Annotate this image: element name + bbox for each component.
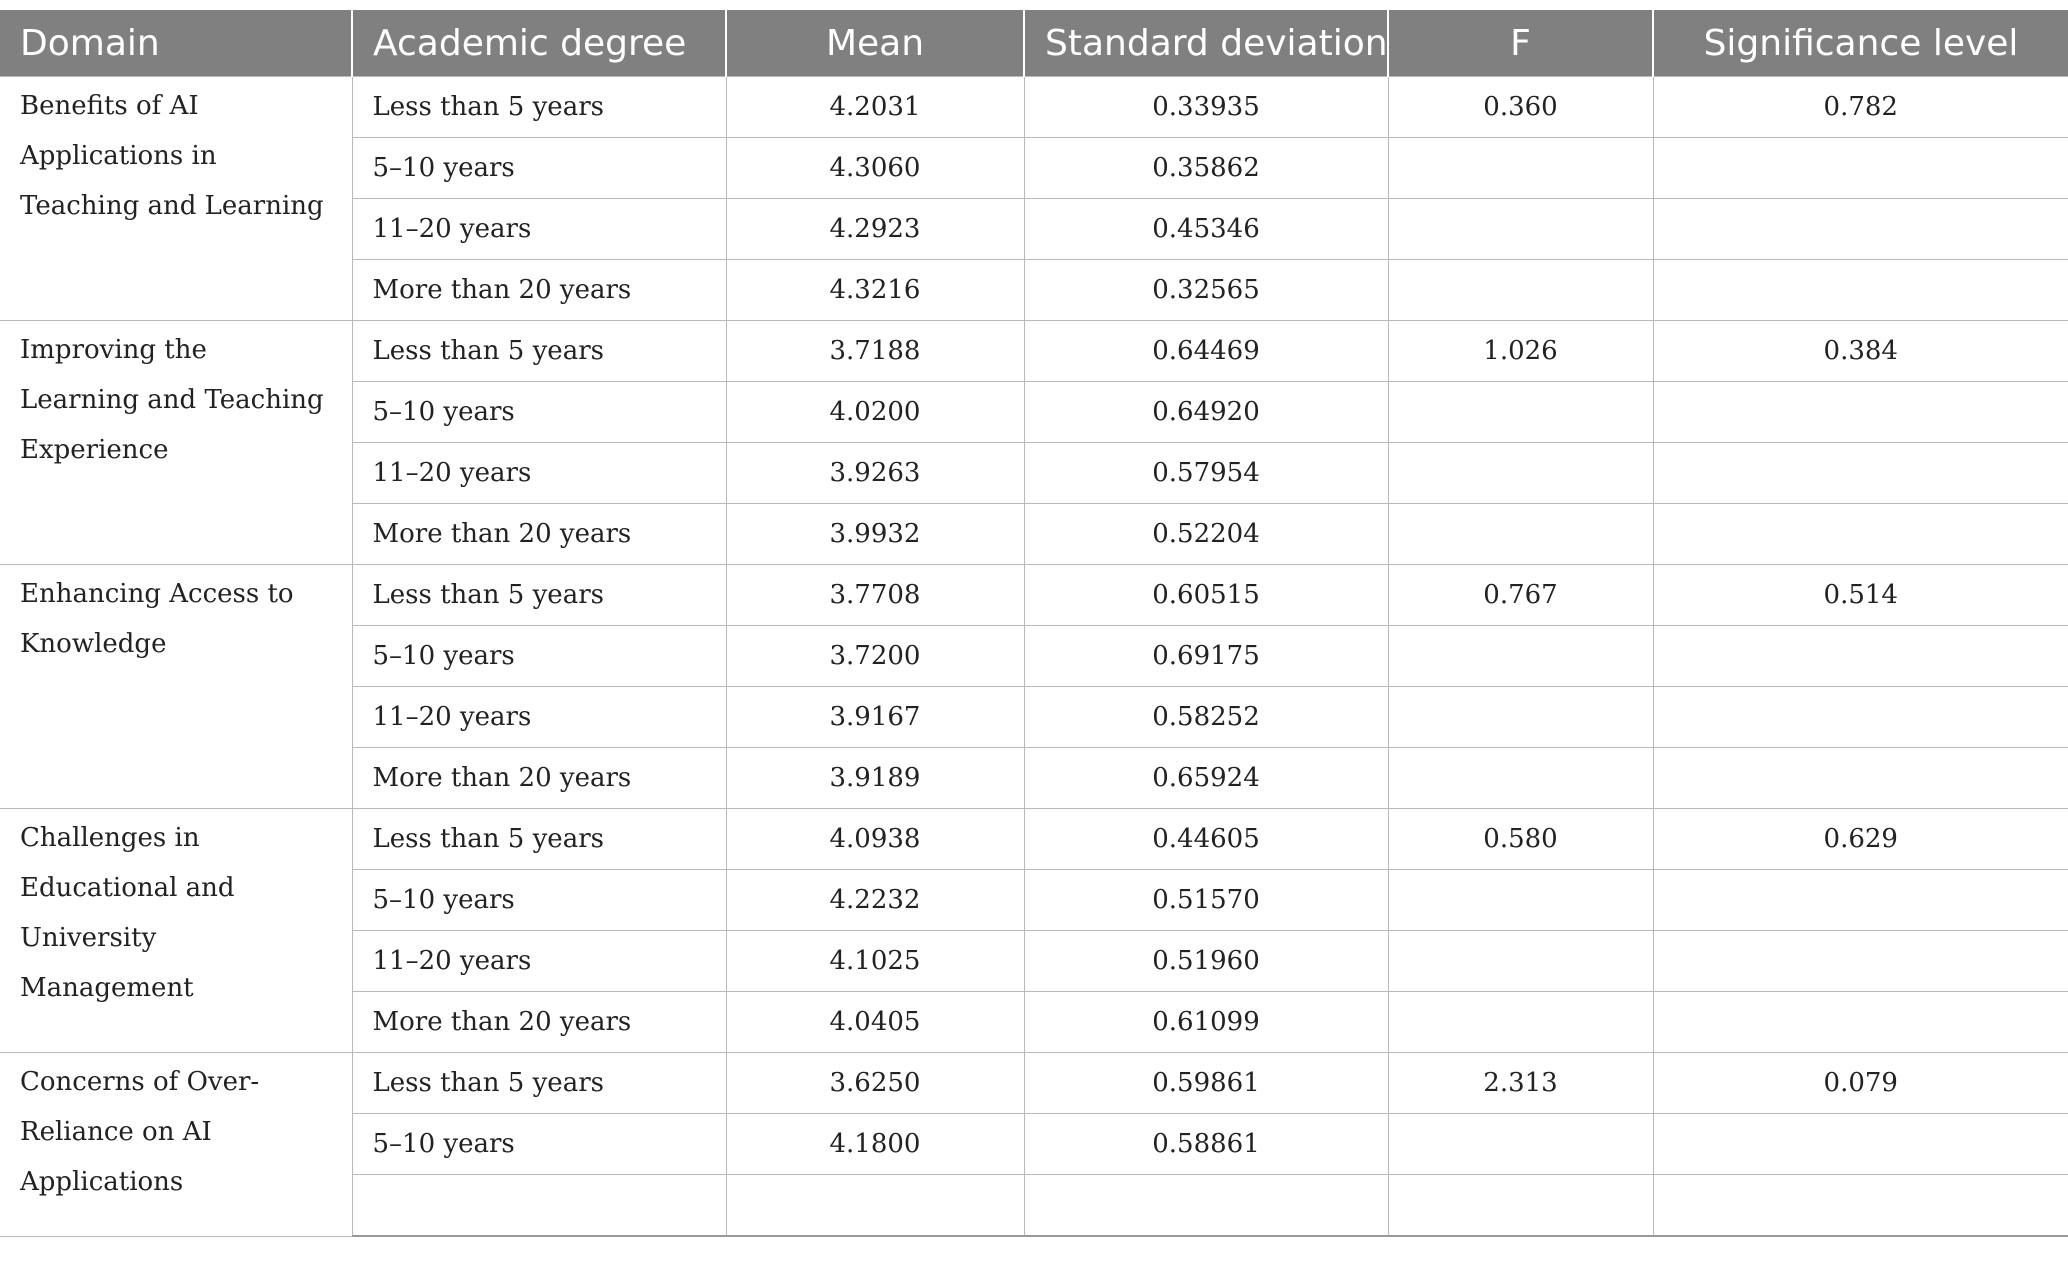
- mean-cell: 3.9189: [726, 748, 1024, 809]
- significance-level-cell-empty: [1653, 870, 2068, 931]
- f-cell: 0.767: [1388, 565, 1653, 626]
- table-row: [0, 321, 2068, 382]
- f-cell: 2.313: [1388, 1053, 1653, 1114]
- f-cell-empty: [1388, 687, 1653, 748]
- domain-cell: Improving the Learning and Teaching Experience: [0, 321, 352, 565]
- academic-degree-cell: 11–20 years: [352, 687, 726, 748]
- significance-level-cell: 0.514: [1653, 565, 2068, 626]
- domain-cell: Enhancing Access to Knowledge: [0, 565, 352, 809]
- domain-cell: Benefits of AI Applications in Teaching and Learning: [0, 77, 352, 321]
- f-cell-empty: [1388, 992, 1653, 1053]
- significance-level-cell-empty: [1653, 199, 2068, 260]
- standard-deviation-cell: 0.44605: [1024, 809, 1388, 870]
- mean-cell: 3.9263: [726, 443, 1024, 504]
- f-cell-empty: [1388, 443, 1653, 504]
- domain-cell: Concerns of Over-Reliance on AI Applications: [0, 1053, 352, 1237]
- mean-cell: 3.9932: [726, 504, 1024, 565]
- header-standard-deviation: Standard deviation: [1024, 10, 1388, 77]
- standard-deviation-cell: 0.45346: [1024, 199, 1388, 260]
- significance-level-cell-empty: [1653, 1114, 2068, 1175]
- academic-degree-cell: 5–10 years: [352, 1114, 726, 1175]
- standard-deviation-cell: 0.64920: [1024, 382, 1388, 443]
- f-cell-empty: [1388, 138, 1653, 199]
- f-cell-empty: [1388, 504, 1653, 565]
- academic-degree-cell: Less than 5 years: [352, 77, 726, 138]
- academic-degree-cell: Less than 5 years: [352, 565, 726, 626]
- academic-degree-cell: [352, 1175, 726, 1237]
- academic-degree-cell: 11–20 years: [352, 931, 726, 992]
- significance-level-cell-empty: [1653, 504, 2068, 565]
- standard-deviation-cell: 0.52204: [1024, 504, 1388, 565]
- table-header: [0, 10, 2068, 77]
- significance-level-cell: 0.079: [1653, 1053, 2068, 1114]
- table-row: [0, 565, 2068, 626]
- header-mean: Mean: [726, 10, 1024, 77]
- academic-degree-cell: More than 20 years: [352, 748, 726, 809]
- f-cell: 0.580: [1388, 809, 1653, 870]
- mean-cell: 3.7200: [726, 626, 1024, 687]
- significance-level-cell: 0.384: [1653, 321, 2068, 382]
- academic-degree-cell: Less than 5 years: [352, 321, 726, 382]
- f-cell-empty: [1388, 1175, 1653, 1237]
- mean-cell: [726, 1175, 1024, 1237]
- standard-deviation-cell: 0.58861: [1024, 1114, 1388, 1175]
- mean-cell: 4.2923: [726, 199, 1024, 260]
- significance-level-cell-empty: [1653, 931, 2068, 992]
- significance-level-cell-empty: [1653, 382, 2068, 443]
- table-row: [0, 77, 2068, 138]
- academic-degree-cell: More than 20 years: [352, 504, 726, 565]
- mean-cell: 3.6250: [726, 1053, 1024, 1114]
- header-domain: Domain: [0, 10, 352, 77]
- significance-level-cell-empty: [1653, 1175, 2068, 1237]
- significance-level-cell-empty: [1653, 443, 2068, 504]
- f-cell-empty: [1388, 1114, 1653, 1175]
- header-academic-degree: Academic degree: [352, 10, 726, 77]
- f-cell-empty: [1388, 870, 1653, 931]
- table-row: [0, 1053, 2068, 1114]
- f-cell-empty: [1388, 382, 1653, 443]
- table-row: [0, 809, 2068, 870]
- academic-degree-cell: Less than 5 years: [352, 809, 726, 870]
- standard-deviation-cell: 0.51570: [1024, 870, 1388, 931]
- domain-cell: Challenges in Educational and University Management: [0, 809, 352, 1053]
- significance-level-cell-empty: [1653, 626, 2068, 687]
- mean-cell: 4.3216: [726, 260, 1024, 321]
- mean-cell: 3.7708: [726, 565, 1024, 626]
- academic-degree-cell: 11–20 years: [352, 443, 726, 504]
- f-cell: 1.026: [1388, 321, 1653, 382]
- results-table: [0, 10, 2068, 1237]
- f-cell-empty: [1388, 748, 1653, 809]
- mean-cell: 4.0938: [726, 809, 1024, 870]
- f-cell-empty: [1388, 199, 1653, 260]
- academic-degree-cell: More than 20 years: [352, 260, 726, 321]
- academic-degree-cell: More than 20 years: [352, 992, 726, 1053]
- f-cell-empty: [1388, 260, 1653, 321]
- mean-cell: 3.9167: [726, 687, 1024, 748]
- academic-degree-cell: 5–10 years: [352, 870, 726, 931]
- academic-degree-cell: 5–10 years: [352, 382, 726, 443]
- standard-deviation-cell: 0.32565: [1024, 260, 1388, 321]
- significance-level-cell-empty: [1653, 687, 2068, 748]
- header-f: F: [1388, 10, 1653, 77]
- f-cell-empty: [1388, 626, 1653, 687]
- mean-cell: 4.2232: [726, 870, 1024, 931]
- mean-cell: 4.1025: [726, 931, 1024, 992]
- header-row: [0, 10, 2068, 77]
- standard-deviation-cell: 0.60515: [1024, 565, 1388, 626]
- standard-deviation-cell: 0.57954: [1024, 443, 1388, 504]
- academic-degree-cell: 5–10 years: [352, 138, 726, 199]
- academic-degree-cell: 5–10 years: [352, 626, 726, 687]
- academic-degree-cell: Less than 5 years: [352, 1053, 726, 1114]
- standard-deviation-cell: 0.69175: [1024, 626, 1388, 687]
- significance-level-cell-empty: [1653, 748, 2068, 809]
- mean-cell: 4.0405: [726, 992, 1024, 1053]
- mean-cell: 4.1800: [726, 1114, 1024, 1175]
- table-body: [0, 77, 2068, 1237]
- significance-level-cell: 0.629: [1653, 809, 2068, 870]
- significance-level-cell-empty: [1653, 992, 2068, 1053]
- standard-deviation-cell: [1024, 1175, 1388, 1237]
- standard-deviation-cell: 0.61099: [1024, 992, 1388, 1053]
- standard-deviation-cell: 0.65924: [1024, 748, 1388, 809]
- mean-cell: 4.3060: [726, 138, 1024, 199]
- f-cell-empty: [1388, 931, 1653, 992]
- standard-deviation-cell: 0.58252: [1024, 687, 1388, 748]
- f-cell: 0.360: [1388, 77, 1653, 138]
- standard-deviation-cell: 0.33935: [1024, 77, 1388, 138]
- mean-cell: 4.0200: [726, 382, 1024, 443]
- standard-deviation-cell: 0.35862: [1024, 138, 1388, 199]
- significance-level-cell-empty: [1653, 138, 2068, 199]
- mean-cell: 4.2031: [726, 77, 1024, 138]
- standard-deviation-cell: 0.51960: [1024, 931, 1388, 992]
- header-significance-level: Significance level: [1653, 10, 2068, 77]
- standard-deviation-cell: 0.59861: [1024, 1053, 1388, 1114]
- significance-level-cell: 0.782: [1653, 77, 2068, 138]
- standard-deviation-cell: 0.64469: [1024, 321, 1388, 382]
- academic-degree-cell: 11–20 years: [352, 199, 726, 260]
- significance-level-cell-empty: [1653, 260, 2068, 321]
- mean-cell: 3.7188: [726, 321, 1024, 382]
